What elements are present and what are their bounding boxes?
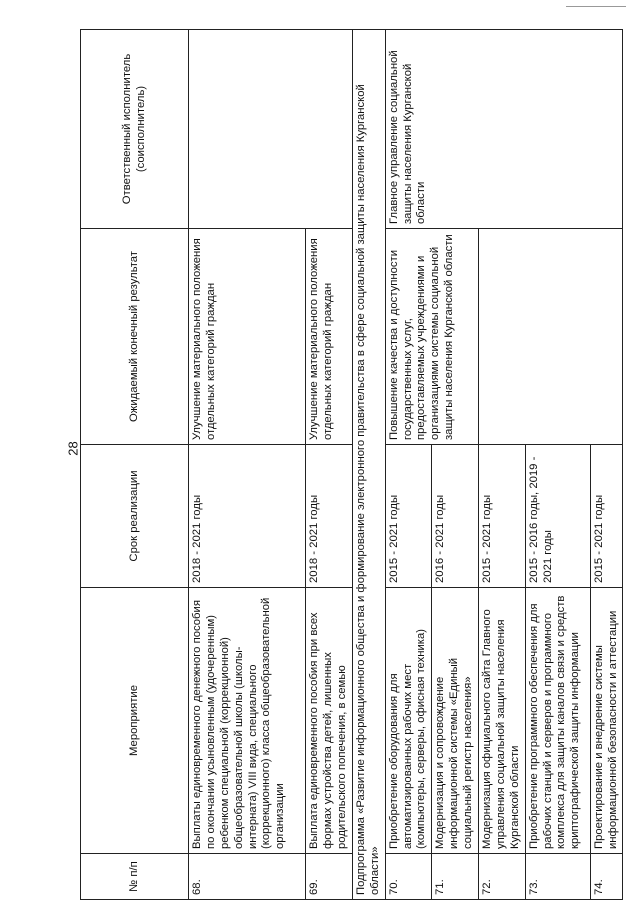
group-executor: Главное управление социальной защиты населения Курганской области bbox=[385, 30, 623, 229]
row-num: 73. bbox=[525, 854, 590, 900]
row-period: 2015 - 2021 годы bbox=[479, 445, 526, 588]
table-header-row bbox=[81, 30, 189, 900]
header-period: Срок реализации bbox=[81, 445, 189, 588]
header-executor: Ответственный исполнитель (соисполнитель) bbox=[81, 30, 189, 229]
subprogram-row bbox=[352, 30, 385, 900]
row-activity: Приобретение программного обеспечения для рабочих станций и серверов и программного комплекса для защиты каналов связи и средств криптографической защиты информации bbox=[525, 588, 590, 854]
row-period: 2018 - 2021 годы bbox=[189, 445, 306, 588]
row-period: 2018 - 2021 годы bbox=[306, 445, 353, 588]
program-table bbox=[80, 29, 623, 900]
header-activity: Мероприятие bbox=[81, 588, 189, 854]
row-activity: Выплата единовременного пособия при всех формах устройства детей, лишенных родительского попечения, в семью bbox=[306, 588, 353, 854]
table-row bbox=[385, 30, 432, 900]
table-row bbox=[189, 30, 306, 900]
header-num: № п/п bbox=[81, 854, 189, 900]
row-result: Улучшение материального положения отдельных категорий граждан bbox=[306, 229, 353, 445]
row-num: 70. bbox=[385, 854, 432, 900]
row-result: Улучшение материального положения отдельных категорий граждан bbox=[189, 229, 306, 445]
row-executor bbox=[189, 30, 353, 229]
row-activity: Проектирование и внедрение системы информационной безопасности и аттестации bbox=[590, 588, 623, 854]
row-num: 68. bbox=[189, 854, 306, 900]
row-activity: Модернизация и сопровождение информационной системы «Единый социальный регистр населения» bbox=[432, 588, 479, 854]
row-period: 2015 - 2016 годы, 2019 - 2021 годы bbox=[525, 445, 590, 588]
row-period: 2015 - 2021 годы bbox=[590, 445, 623, 588]
rotated-area bbox=[80, 30, 619, 900]
row-period: 2016 - 2021 годы bbox=[432, 445, 479, 588]
subprogram-title: Подпрограмма «Развитие информационного общества и формирование электронного правительства в сфере социальной защиты населения Курганской области» bbox=[352, 30, 385, 900]
group-result: Повышение качества и доступности государственных услуг, предоставляемых учреждениями и организациями системы социальной защиты населения Курганской области bbox=[385, 229, 478, 445]
header-result: Ожидаемый конечный результат bbox=[81, 229, 189, 445]
row-result-empty bbox=[479, 229, 623, 445]
row-activity: Модернизация официального сайта Главного управления социальной защиты населения Курганской области bbox=[479, 588, 526, 854]
corner-mark bbox=[566, 6, 626, 7]
row-activity: Приобретение оборудования для автоматизированных рабочих мест (компьютеры, серверы, офисная техника) bbox=[385, 588, 432, 854]
page-number: 28 bbox=[65, 441, 81, 456]
row-period: 2015 - 2021 годы bbox=[385, 445, 432, 588]
program-table-frame bbox=[80, 30, 619, 900]
row-num: 72. bbox=[479, 854, 526, 900]
row-num: 69. bbox=[306, 854, 353, 900]
row-num: 71. bbox=[432, 854, 479, 900]
row-num: 74. bbox=[590, 854, 623, 900]
row-activity: Выплаты единовременного денежного пособия по окончании усыновленным (удочеренным) ребенком специальной (коррекционной) общеобразовательной школы (школы-интерната) VIII вида, специального (коррекционного) класса общеобразовательной организации bbox=[189, 588, 306, 854]
